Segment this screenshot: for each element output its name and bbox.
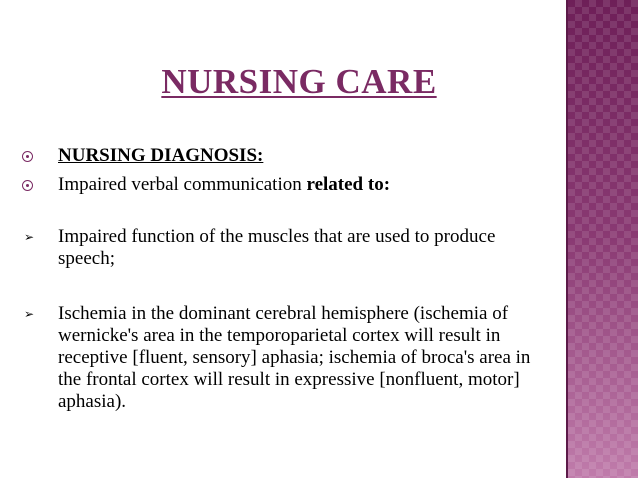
- impaired-verbal-text: [58, 174, 390, 196]
- nursing-diagnosis-heading: NURSING DIAGNOSIS:: [58, 145, 264, 166]
- circle-target-icon: [22, 174, 58, 196]
- slide-title: NURSING CARE: [161, 62, 437, 101]
- arrow-bullet-icon: ➢: [24, 230, 35, 244]
- arrow-bullet-icon: ➢: [24, 307, 35, 321]
- ischemia-text: Ischemia in the dominant cerebral hemisphere (ischemia of wernicke's area in the temporoparietal cortex will result in receptive [fluent, sensory] aphasia; ischemia of broca's area in the frontal cortex will result in expressive [nonfluent, motor] aphasia).: [58, 303, 531, 412]
- bullet-nursing-diagnosis: [22, 145, 263, 167]
- bullet-impaired-function: [22, 226, 528, 270]
- impaired-function-text: Impaired function of the muscles that are used to produce speech;: [58, 226, 496, 269]
- circle-target-icon: [22, 145, 58, 167]
- decorative-sidebar: [568, 0, 638, 478]
- bullet-impaired-verbal: [22, 174, 390, 196]
- bullet-ischemia: [22, 303, 538, 413]
- related-to-label: related to:: [306, 174, 391, 195]
- impaired-verbal-label: Impaired verbal communication: [58, 174, 307, 195]
